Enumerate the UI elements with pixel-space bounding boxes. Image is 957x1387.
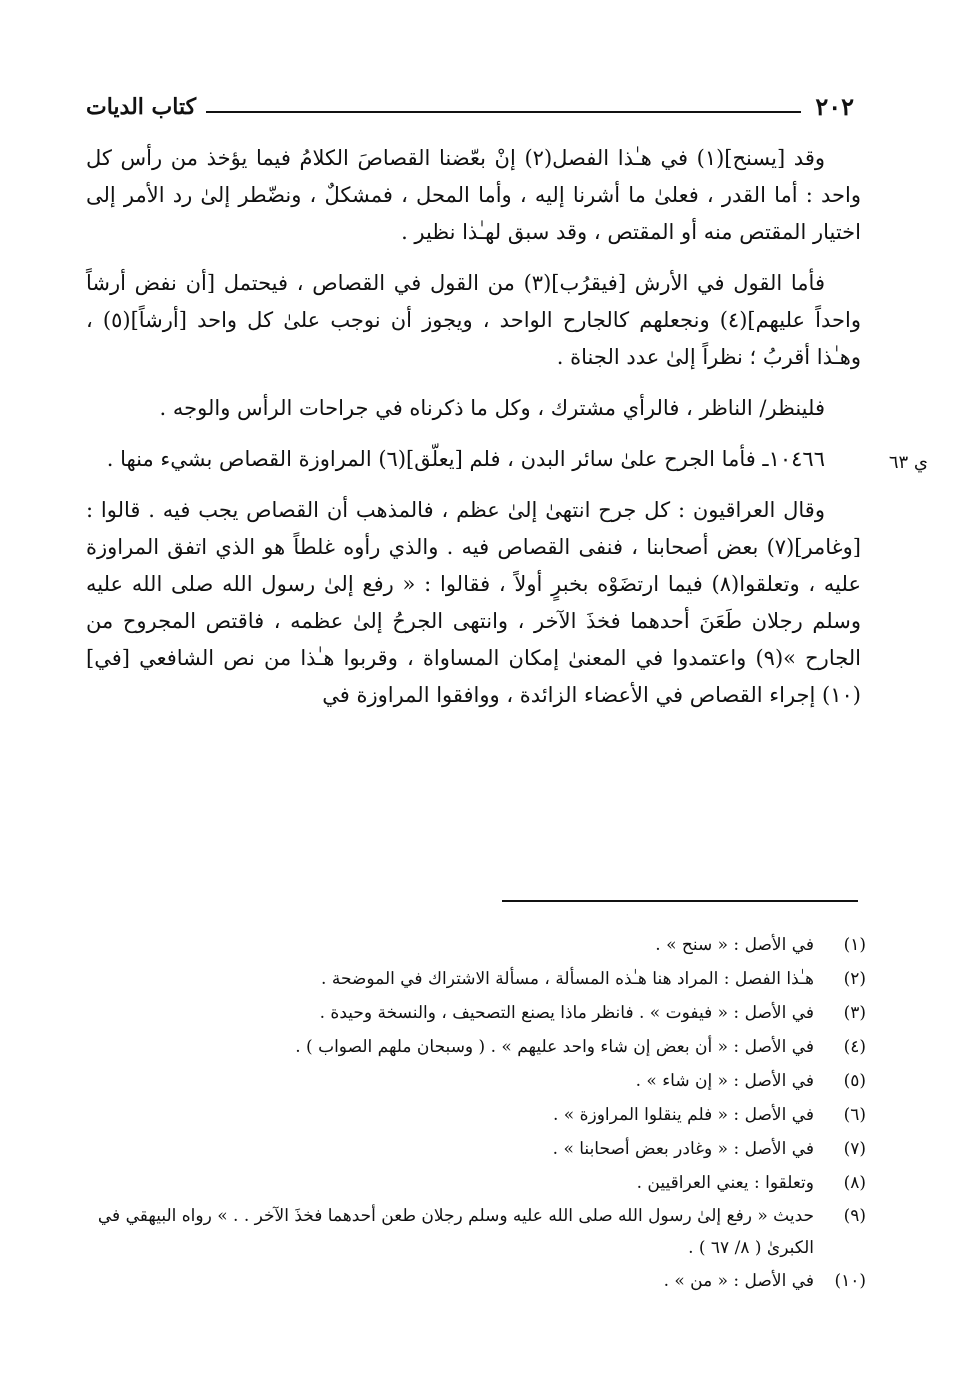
paragraph: وقد [يسنح](١) في هـٰذا الفصل(٢) إنْ بعّضنا القصاصَ الكلامُ فيما يؤخذ من رأس كل واحد : أما القدر ، فعلىٰ ما أشرنا إليه ، وأما المحل ، فمشكلٌ ، ونضّطر إلىٰ رد الأمر إلى اختيار المقتص منه أو المقتص ، وقد سبق لهـٰذا نظير . — [86, 146, 861, 244]
book-title: كتاب الديات — [86, 94, 197, 120]
footnote-marker: (٦) — [843, 1105, 866, 1125]
footnote — [60, 996, 866, 1030]
footnote — [60, 962, 866, 996]
page-number: ٢٠٢ — [815, 92, 854, 121]
footnote-text: في الأصل : « أن بعض إن شاء واحد عليهم » . ( وسبحان ملهم الصواب ) . — [295, 1037, 814, 1057]
paragraph: فلينظر/ الناظر ، فالرأي مشترك ، وكل ما ذكرناه في جراحات الرأس والوجه . — [159, 396, 825, 420]
footnotes — [60, 928, 866, 1298]
footnote-marker: (٩) — [843, 1206, 866, 1226]
margin-folio-note: ي ٦٣ — [888, 452, 928, 473]
footnote-marker: (٨) — [843, 1173, 866, 1193]
footnote-text: وتعلقوا : يعني العراقيين . — [636, 1173, 814, 1193]
footnote — [60, 1064, 866, 1098]
footnote-marker: (٣) — [843, 1003, 866, 1023]
footnote-marker: (٧) — [843, 1139, 866, 1159]
footnote-text: حديث « رفع إلىٰ رسول الله صلى الله عليه وسلم رجلان طعن أحدهما فخذَ الآخر . . » رواه البيهقي في الكبرىٰ ( ٨/ ٦٧ ) . — [97, 1206, 814, 1258]
main-text — [86, 140, 861, 728]
footnote — [60, 928, 866, 962]
footnote — [60, 1132, 866, 1166]
footnote-text: هـٰذا الفصل : المراد هنا هـٰذه المسألة ، مسألة الاشتراك في الموضحة . — [321, 969, 814, 989]
footnote — [60, 1200, 866, 1264]
header-rule — [206, 111, 801, 113]
paragraph: وقال العراقيون : كل جرح انتهىٰ إلىٰ عظم ، فالمذهب أن القصاص يجب فيه . قالوا : [وغامر](٧) بعض أصحابنا ، فنفى القصاص فيه . والذي رأوه غلطاً هو الذي اتفق المراوزة عليه ، وتعلقوا(٨) فيما ارتضَوْه بخبرٍ أولاً ، فقالوا : « رفع إلىٰ رسول الله صلى الله عليه وسلم رجلان طَعَنَ أحدهما فخذَ الآخر ، وانتهى الجرحُ إلىٰ عظمه ، فاقتص المجروح من الجارح »(٩) واعتمدوا في المعنىٰ إمكان المساواة ، وقربوا هـٰذا من نص الشافعي [في](١٠) إجراء القصاص في الأعضاء الزائدة ، ووافقوا المراوزة في — [86, 498, 862, 707]
paragraph: فأما القول في الأرش [فيقرُب](٣) من القول في القصاص ، فيحتمل [أن نفض أرشاً واحداً عليهم](٤) ونجعلهم كالجارح الواحد ، ويجوز أن نوجب علىٰ كل واحد [أرشاً](٥) ، وهـٰذا أقربُ ؛ نظراً إلىٰ عدد الجناة . — [86, 271, 861, 369]
footnote-separator — [502, 900, 858, 902]
footnote-text: في الأصل : « فيفوت » . فانظر ماذا يصنع التصحيف ، والنسخة وحيدة . — [319, 1003, 814, 1023]
footnote-text: في الأصل : « من » . — [663, 1271, 814, 1291]
footnote — [60, 1166, 866, 1200]
paragraph: ١٠٤٦٦ـ فأما الجرح علىٰ سائر البدن ، فلم [يعلّق](٦) المراوزة القصاص بشيء منها . — [106, 447, 825, 471]
footnote-marker: (٤) — [843, 1037, 866, 1057]
footnote-marker: (١) — [843, 935, 866, 955]
footnote — [60, 1264, 866, 1298]
footnote — [60, 1030, 866, 1064]
running-header — [86, 84, 854, 122]
footnote-text: في الأصل : « وغادر بعض أصحابنا » . — [552, 1139, 814, 1159]
footnote-text: في الأصل : « إن شاء » . — [635, 1071, 814, 1091]
footnote-marker: (٥) — [843, 1071, 866, 1091]
footnote-text: في الأصل : « سنح » . — [655, 935, 814, 955]
footnote-marker: (١٠) — [834, 1271, 866, 1291]
footnote-text: في الأصل : « فلم ينقلوا المراوزة » . — [552, 1105, 814, 1125]
footnote — [60, 1098, 866, 1132]
footnote-marker: (٢) — [843, 969, 866, 989]
